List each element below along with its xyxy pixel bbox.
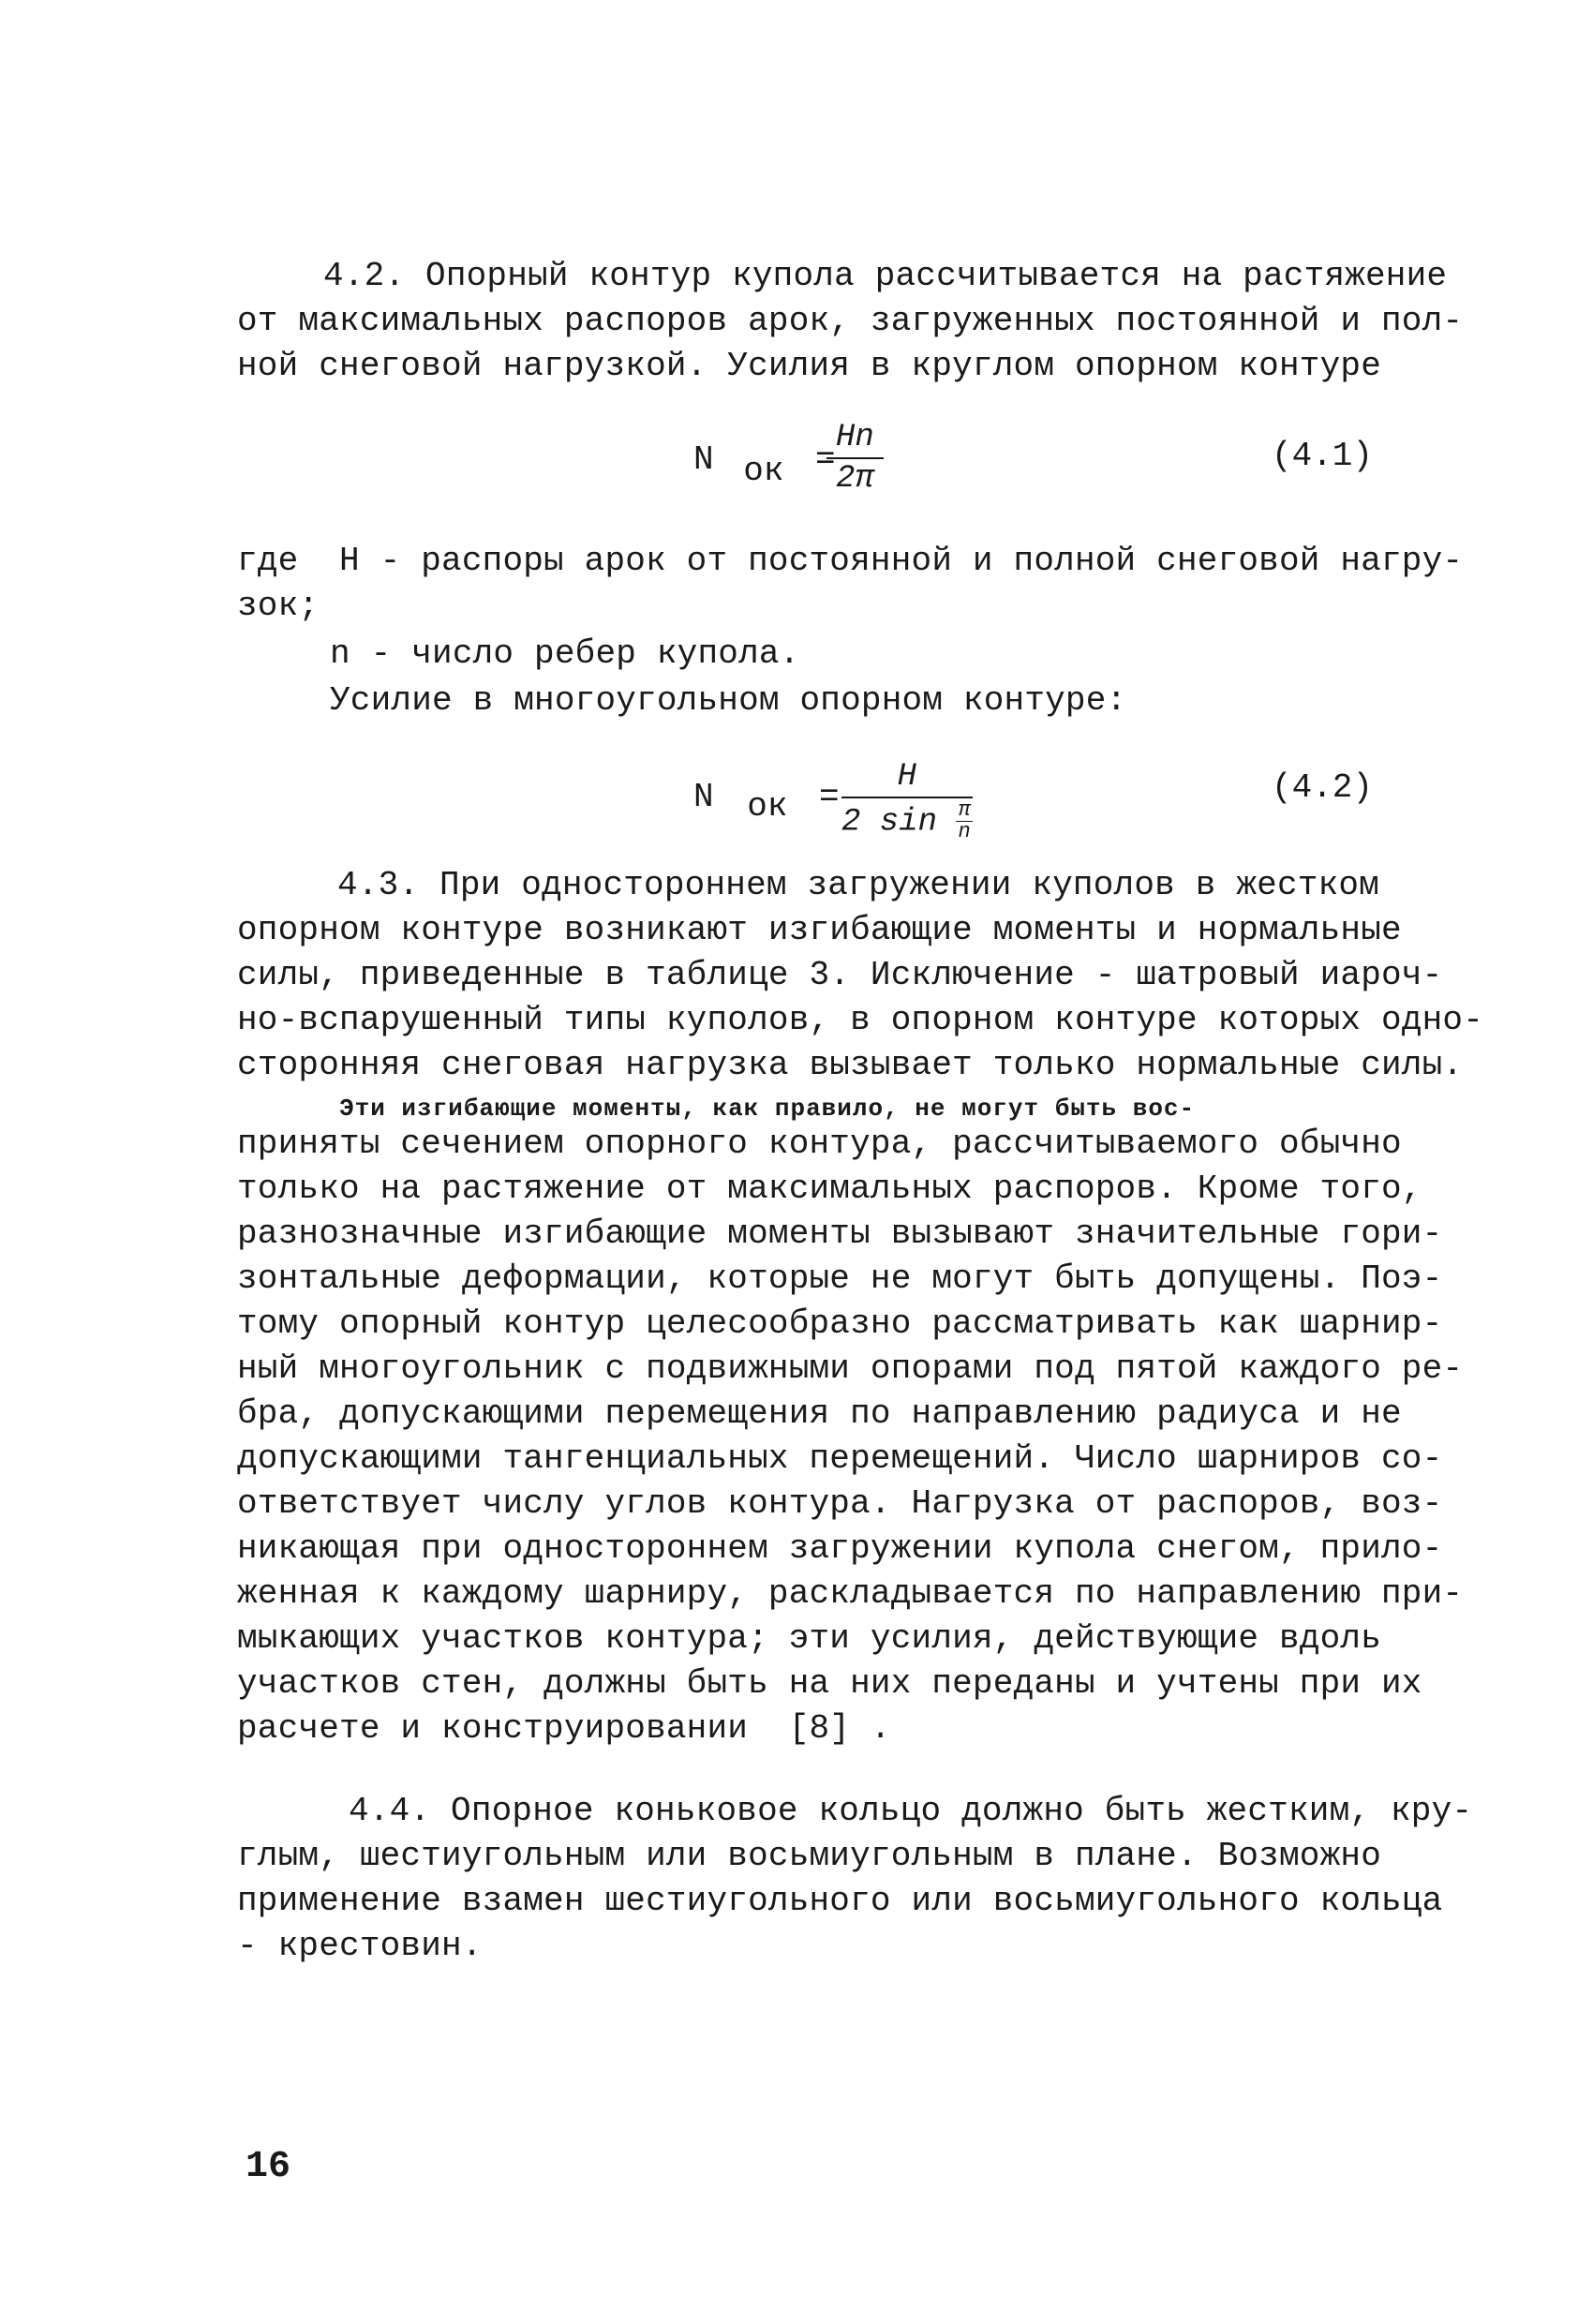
formula-4-2-inner-denominator: n — [958, 820, 971, 843]
formula-4-2 — [693, 778, 840, 826]
formula-4-1-numerator: Hn — [826, 420, 884, 459]
paragraph-4-3-line-3: силы, приведенные в таблице 3. Исключение - шатровый иароч- — [237, 956, 1443, 994]
where-line-4: Усилие в многоугольном опорном контуре: — [330, 681, 1127, 720]
where-line-3: n - число ребер купола. — [330, 634, 800, 673]
paragraph-4-4-line-1: 4.4. Опорное коньковое кольцо должно быть жестким, кру- — [349, 1792, 1473, 1830]
paragraph-4-3-small-line: Эти изгибающие моменты, как правило, не могут быть вос- — [339, 1095, 1196, 1123]
paragraph-4-2-line-2: от максимальных распоров арок, загруженных постоянной и пол- — [237, 302, 1464, 340]
paragraph-4-3-after-line-3: разнозначные изгибающие моменты вызывают значительные гори- — [237, 1214, 1443, 1253]
paragraph-4-3-after-line-10: никающая при одностороннем загружении купола снегом, прило- — [237, 1529, 1443, 1568]
where-line-2: зок; — [237, 587, 320, 625]
paragraph-4-3-after-line-6: ный многоугольник с подвижными опорами под пятой каждого ре- — [237, 1349, 1464, 1388]
paragraph-4-3-after-line-9: ответствует числу углов контура. Нагрузка от распоров, воз- — [237, 1484, 1443, 1523]
page-number: 16 — [246, 2146, 291, 2188]
paragraph-4-3-after-line-14: расчете и конструировании [8] . — [237, 1709, 891, 1748]
paragraph-4-3-line-1: 4.3. При одностороннем загружении куполов в жестком — [337, 866, 1379, 904]
formula-4-1-denominator: 2π — [836, 461, 874, 497]
paragraph-4-3-after-line-7: бра, допускающими перемещения по направлению радиуса и не — [237, 1394, 1402, 1433]
paragraph-4-3-after-line-13: участков стен, должны быть на них переданы и учтены при их — [237, 1664, 1422, 1703]
formula-4-1-equals: = — [815, 440, 836, 479]
paragraph-4-3-line-4: но-вспарушенный типы куполов, в опорном контуре которых одно- — [237, 1001, 1484, 1039]
paragraph-4-3-after-line-11: женная к каждому шарниру, раскладывается по направлению при- — [237, 1574, 1464, 1613]
paragraph-4-3-after-line-12: мыкающих участков контура; эти усилия, действующие вдоль — [237, 1619, 1381, 1658]
paragraph-4-4-line-3: применение взамен шестиугольного или восьмиугольного кольца — [237, 1882, 1443, 1920]
formula-4-2-numerator: H — [841, 759, 973, 798]
paragraph-4-2-line-3: ной снеговой нагрузкой. Усилия в круглом опорном контуре — [237, 347, 1381, 385]
formula-4-1 — [693, 440, 836, 490]
formula-4-2-lhs: N — [693, 778, 714, 816]
paragraph-4-3-after-line-2: только на растяжение от максимальных распоров. Кроме того, — [237, 1169, 1422, 1208]
formula-4-2-fraction — [841, 759, 973, 842]
where-line-1: где Н - распоры арок от постоянной и полной снеговой нагру- — [237, 542, 1464, 580]
paragraph-4-4-line-2: глым, шестиугольным или восьмиугольным в плане. Возможно — [237, 1837, 1381, 1875]
paragraph-4-4-line-4: - крестовин. — [237, 1927, 483, 1965]
paragraph-4-3-after-line-5: тому опорный контур целесообразно рассматривать как шарнир- — [237, 1304, 1443, 1343]
formula-4-1-subscript: ок — [743, 452, 784, 490]
paragraph-4-3-line-2: опорном контуре возникают изгибающие моменты и нормальные — [237, 911, 1402, 949]
formula-4-2-denominator — [841, 798, 973, 842]
paragraph-4-3-after-line-1: приняты сечением опорного контура, рассчитываемого обычно — [237, 1125, 1402, 1163]
formula-4-1-lhs: N — [693, 440, 714, 479]
formula-4-2-subscript: ок — [747, 787, 788, 826]
equation-number-4-1: (4.1) — [1272, 437, 1374, 475]
formula-4-2-inner-numerator: π — [958, 798, 971, 822]
formula-4-2-equals: = — [819, 778, 840, 816]
paragraph-4-3-line-5: сторонняя снеговая нагрузка вызывает только нормальные силы. — [237, 1046, 1464, 1084]
formula-4-1-fraction — [826, 420, 884, 497]
paragraph-4-3-after-line-8: допускающими тангенциальных перемещений. Число шарниров со- — [237, 1439, 1443, 1478]
formula-4-2-inner-fraction — [956, 800, 972, 842]
paragraph-4-3-after-line-4: зонтальные деформации, которые не могут быть допущены. Поэ- — [237, 1259, 1443, 1298]
paragraph-4-2-line-1: 4.2. Опорный контур купола рассчитывается на растяжение — [323, 257, 1448, 295]
formula-4-2-den-prefix: 2 sin — [841, 804, 938, 841]
equation-number-4-2: (4.2) — [1272, 768, 1374, 807]
